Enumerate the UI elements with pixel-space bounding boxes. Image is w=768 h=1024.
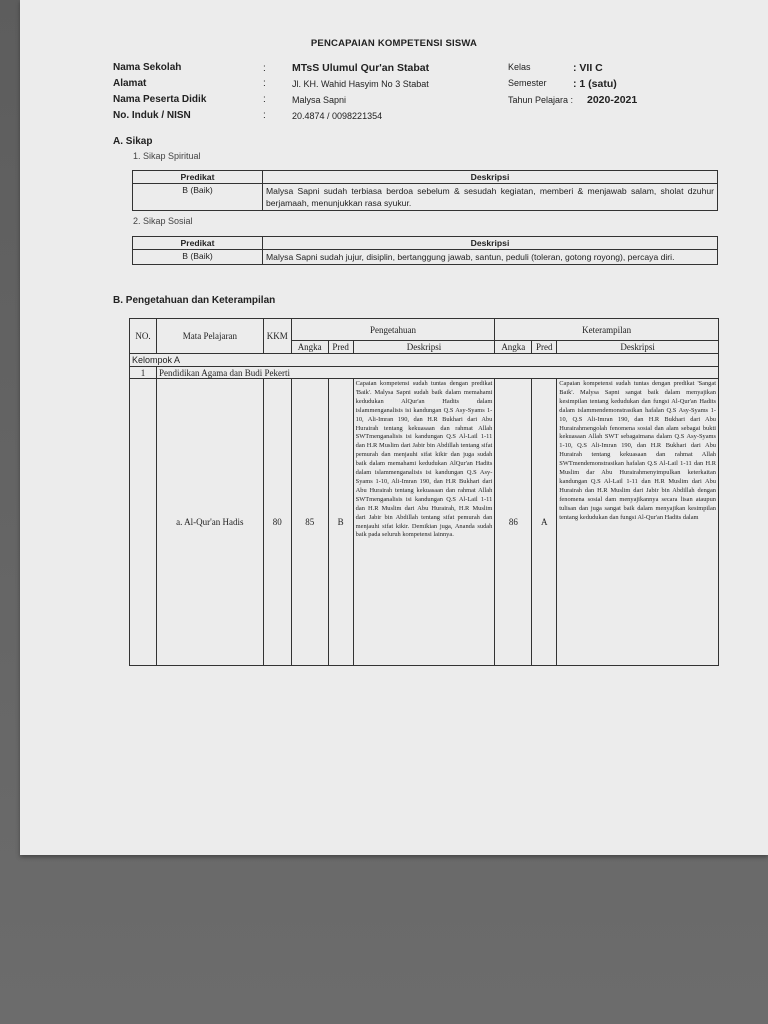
spiritual-label: 1. Sikap Spiritual xyxy=(133,151,201,161)
group-name: Pendidikan Agama dan Budi Pekerti xyxy=(156,367,718,379)
nisn-value: 20.4874 / 0098221354 xyxy=(292,111,383,121)
report-page xyxy=(20,0,768,855)
sosial-table xyxy=(132,236,718,265)
semester-value: : 1 (satu) xyxy=(573,78,617,90)
spiritual-predikat: B (Baik) xyxy=(133,184,263,211)
header-angka: Angka xyxy=(291,341,328,354)
header-deskripsi: Deskripsi xyxy=(557,341,719,354)
header-pred: Pred xyxy=(532,341,557,354)
pengetahuan-angka: 85 xyxy=(291,379,328,666)
pengetahuan-pred: B xyxy=(328,379,353,666)
year-value: 2020-2021 xyxy=(587,94,638,106)
sosial-deskripsi: Malysa Sapni sudah jujur, disiplin, bertanggung jawab, santun, peduli (toleran, gotong royong), percaya diri. xyxy=(263,250,718,265)
keterampilan-deskripsi: Capaian kompetensi sudah tuntas dengan predikat 'Sangat Baik'. Malysa Sapni sangat baik dalam menyajikan kesimpilan tentang kedudukan dan fungsi Al-Qur'an Hadits dalam islammendemonstrasikan hafalan Q.S Asy-Syams 1-10, Q.S Ali-Imran 190, dan H.R Bukhari dari Abu Hurairahmengolah fenomena sosial dan alam sebagai bukti kekuasaan Allah SWT sebagaimana dalam Q.S Asy-Syams 1-10, Q.S Ali-Imran 190, dan H.R Bukhari dari Abu Hurairah tentang kekuasaan dan rahmat Allah SWTmendemonstrasikan hafalan Q.S Al-Lail 1-11 dan H.R Muslim dar Abu Hurairahmenyimpulkan keterkaitan kandungan Q.S Al-Lail 1-11 dan H.R Muslim dari Abu Hurairah dan H.R Muslim dari Jabir bin Abdillah dengan fenomena sosial dam menyajikannya secara lisan ataupun tulisan dan juga sangat baik dalam menyajikan kesimpilan tentang kedudukan dan fungsi Al-Qur'an Hadits dalam xyxy=(557,379,719,666)
sosial-predikat: B (Baik) xyxy=(133,250,263,265)
colon: : xyxy=(263,63,266,74)
nisn-label: No. Induk / NISN xyxy=(113,110,191,121)
sosial-label: 2. Sikap Sosial xyxy=(133,216,193,226)
school-value: MTsS Ulumul Qur'an Stabat xyxy=(292,62,430,74)
kkm-value: 80 xyxy=(263,379,291,666)
pengetahuan-deskripsi: Capaian kompetensi sudah tuntas dengan predikat 'Baik'. Malysa Sapni sudah baik dalam memahami kedudukan AlQur'an Hadits dalam islammenganalisis isi kandungan Q.S Asy-Syams 1-10, Ali-Imran 190, dan H.R Bukhari dari Abu Hurairah tentang kekuasaan dan rahmat Allah SWTmenganalisis isi kandungan Q.S Al-Lail 1-11 dan H.R Muslim dari Jabir bin Abdillah tentang sifat pemurah dan menjauhi sifat kikir dan juga sudah baik dalam memahami kedudukan AlQur'an Hadits dalam islammenganalisis isi kandungan Q.S Asy-Syams 1-10, Ali-Imran 190, dan H.R Bukhari dari Abu Hurairah tentang kekuasaan dan rahmat Allah SWTmenganalisis isi kandungan Q.S Al-Lail 1-11 dan H.R Muslim dari Abu Hurairah, H.R Muslim dari Jabir bin Abdillah tentang sifat pemurah dan menjauhi sifat kikir. Demikian juga, Ananda sudah baik pada seluruh kompetensi lainnya. xyxy=(353,379,495,666)
header-pengetahuan: Pengetahuan xyxy=(291,319,495,341)
header-deskripsi: Deskripsi xyxy=(353,341,495,354)
address-label: Alamat xyxy=(113,78,147,89)
class-value: : VII C xyxy=(573,62,603,74)
semester-label: Semester xyxy=(508,78,547,88)
class-label: Kelas xyxy=(508,62,531,72)
year-label: Tahun Pelajara : xyxy=(508,95,574,105)
subject-name: a. Al-Qur'an Hadis xyxy=(156,379,263,666)
page-title: PENCAPAIAN KOMPETENSI SISWA xyxy=(310,38,478,49)
grades-table xyxy=(129,318,719,666)
header-deskripsi: Deskripsi xyxy=(263,237,718,250)
kelompok-label: Kelompok A xyxy=(130,354,719,367)
colon: : xyxy=(263,110,266,121)
student-value: Malysa Sapni xyxy=(292,95,347,105)
header-predikat: Predikat xyxy=(133,237,263,250)
spiritual-deskripsi: Malysa Sapni sudah terbiasa berdoa sebelum & sesudah kegiatan, memberi & menjawab salam, sholat dzuhur berjamaah, menunjukkan rasa syukur. xyxy=(263,184,718,211)
spiritual-table xyxy=(132,170,718,211)
header-keterampilan: Keterampilan xyxy=(495,319,719,341)
header-pred: Pred xyxy=(328,341,353,354)
colon: : xyxy=(263,94,266,105)
address-value: Jl. KH. Wahid Hasyim No 3 Stabat xyxy=(292,79,429,89)
keterampilan-pred: A xyxy=(532,379,557,666)
student-label: Nama Peserta Didik xyxy=(113,94,207,105)
section-pengetahuan-heading: B. Pengetahuan dan Keterampilan xyxy=(113,295,276,306)
header-kkm: KKM xyxy=(263,319,291,354)
keterampilan-angka: 86 xyxy=(495,379,532,666)
header-angka: Angka xyxy=(495,341,532,354)
header-no: NO. xyxy=(130,319,157,354)
header-predikat: Predikat xyxy=(133,171,263,184)
header-deskripsi: Deskripsi xyxy=(263,171,718,184)
school-label: Nama Sekolah xyxy=(113,62,182,73)
row-number xyxy=(130,379,157,666)
colon: : xyxy=(263,78,266,89)
group-number: 1 xyxy=(130,367,157,379)
section-sikap-heading: A. Sikap xyxy=(113,136,153,147)
header-mapel: Mata Pelajaran xyxy=(156,319,263,354)
